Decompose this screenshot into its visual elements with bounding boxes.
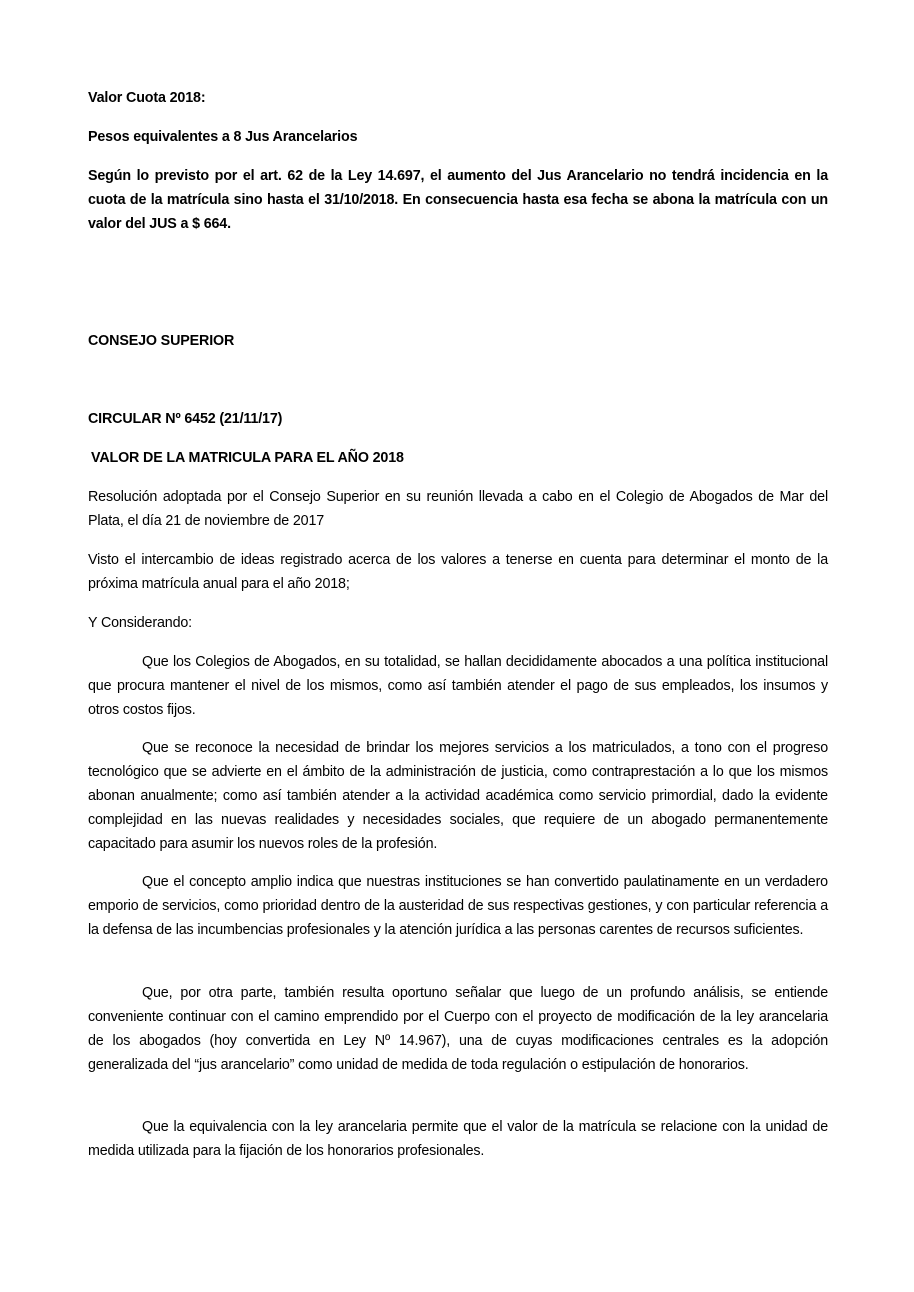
considerando-paragraph: Que la equivalencia con la ley arancelaria permite que el valor de la matrícula se relacione con la unidad de medida utilizada para la fijación de los honorarios profesionales. <box>88 1119 828 1159</box>
consejo-superior-heading: CONSEJO SUPERIOR <box>88 333 235 349</box>
document-title: VALOR DE LA MATRICULA PARA EL AÑO 2018 <box>91 450 404 466</box>
visto-paragraph: Visto el intercambio de ideas registrado acerca de los valores a tenerse en cuenta para determinar el monto de la próxima matrícula anual para el año 2018; <box>88 552 828 592</box>
considerando-paragraph: Que, por otra parte, también resulta oportuno señalar que luego de un profundo análisis, se entiende conveniente continuar con el camino emprendido por el Cuerpo con el proyecto de modificación de la ley arancelaria de los abogados (hoy convertida en Ley Nº 14.967), una de cuyas modificaciones centrales es la adopción generalizada del “jus arancelario” como unidad de medida de toda regulación o estipulación de honorarios. <box>88 985 828 1073</box>
considerando-label: Y Considerando: <box>88 615 192 631</box>
circular-heading: CIRCULAR Nº 6452 (21/11/17) <box>88 411 283 427</box>
pesos-equivalentes-line: Pesos equivalentes a 8 Jus Arancelarios <box>88 129 358 145</box>
considerando-paragraph: Que el concepto amplio indica que nuestras instituciones se han convertido paulatinamente en un verdadero emporio de servicios, como prioridad dentro de la austeridad de sus respectivas gestiones, y con particular referencia a la defensa de las incumbencias profesionales y la atención jurídica a las personas carentes de recursos suficientes. <box>88 874 828 938</box>
resolucion-paragraph: Resolución adoptada por el Consejo Superior en su reunión llevada a cabo en el Colegio de Abogados de Mar del Plata, el día 21 de noviembre de 2017 <box>88 489 828 529</box>
considerando-paragraph: Que los Colegios de Abogados, en su totalidad, se hallan decididamente abocados a una política institucional que procura mantener el nivel de los mismos, como así también atender el pago de sus empleados, los insumos y otros costos fijos. <box>88 654 828 718</box>
valor-cuota-heading: Valor Cuota 2018: <box>88 90 206 106</box>
segun-previsto-paragraph: Según lo previsto por el art. 62 de la Ley 14.697, el aumento del Jus Arancelario no tendrá incidencia en la cuota de la matrícula sino hasta el 31/10/2018. En consecuencia hasta esa fecha se abona la matrícula con un valor del JUS a $ 664. <box>88 168 828 232</box>
considerando-paragraph: Que se reconoce la necesidad de brindar los mejores servicios a los matriculados, a tono con el progreso tecnológico que se advierte en el ámbito de la administración de justicia, como contraprestación a lo que los mismos abonan anualmente; como así también atender a la actividad académica como servicio primordial, dado la evidente complejidad en las nuevas realidades y necesidades sociales, que requiere de un abogado permanentemente capacitado para asumir los nuevos roles de la profesión. <box>88 740 828 852</box>
